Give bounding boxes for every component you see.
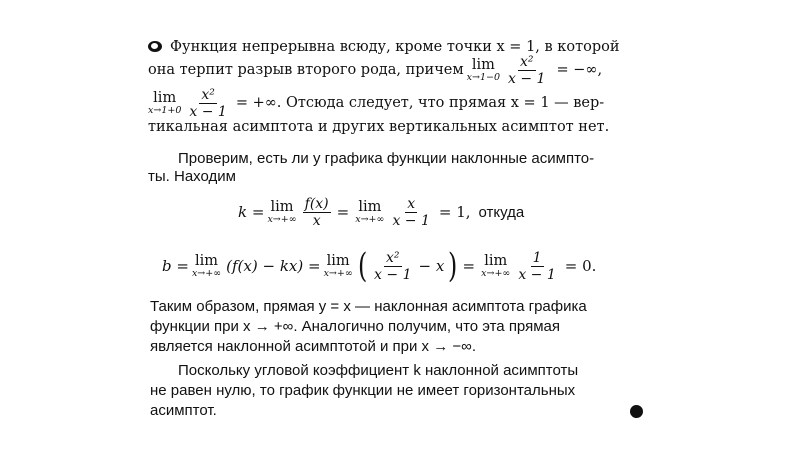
para3-line1: Таким образом, прямая y = x — наклонная асимптота графика: [150, 298, 587, 315]
equals-sign: =: [462, 257, 476, 275]
formula-b-limit: [192, 254, 221, 279]
formula-b-limit-3: [481, 254, 510, 279]
formula-b-expression: (f(x) − kx) =: [226, 257, 321, 275]
formula-b-lhs: b =: [162, 257, 189, 275]
lim-operator: lim: [484, 252, 508, 269]
formula-k-tail: откуда: [478, 203, 525, 221]
para1-line1-text: Функция непрерывна всюду, кроме точки x = 1, в которой: [170, 39, 620, 55]
fraction-x2-over-x-1: [187, 87, 228, 120]
formula-k-result: = 1,: [438, 203, 471, 221]
fraction-x-over-x-1: [390, 196, 431, 229]
lim-operator: lim: [153, 89, 177, 106]
lim-subscript: x→+∞: [191, 267, 222, 279]
lim-operator: lim: [195, 252, 219, 269]
lim-subscript: x→+∞: [481, 267, 511, 279]
fraction-denominator: x − 1: [189, 103, 227, 120]
fraction-denominator: x − 1: [518, 266, 556, 283]
fraction-denominator: x: [312, 212, 321, 229]
lim-operator: lim: [358, 198, 382, 215]
lim-subscript: x→+∞: [323, 267, 353, 279]
fraction-x2-over-x-1: [372, 250, 413, 283]
fraction-numerator: f(x): [304, 195, 329, 212]
left-limit-result: = −∞,: [556, 62, 603, 78]
fraction-fx-over-x: [303, 196, 331, 229]
lim-subscript: x→+∞: [267, 213, 297, 225]
para2-line1: Проверим, есть ли у графика функции наклонные асимпто-: [178, 150, 595, 167]
fraction-numerator: x²: [201, 86, 215, 103]
para1-line3: [148, 88, 658, 118]
left-paren: (: [357, 246, 368, 286]
limit-left: [467, 58, 500, 83]
formula-k-limit: [267, 200, 296, 225]
formula-b: [162, 244, 596, 288]
right-limit-result: = +∞. Отсюда следует, что прямая x = 1 — вер-: [235, 95, 605, 111]
equals-sign: =: [336, 203, 350, 221]
solution-end-marker-icon: [630, 405, 643, 418]
formula-b-limit-2: [324, 254, 353, 279]
para1-line1: [148, 38, 658, 56]
para4-line3: асимптот.: [150, 402, 217, 419]
lim-operator: lim: [326, 252, 350, 269]
para4-line2: не равен нулю, то график функции не имеет горизонтальных: [150, 382, 576, 399]
right-paren: ): [448, 246, 458, 286]
formula-k-lhs: k =: [238, 203, 265, 221]
fraction-numerator: x: [407, 195, 416, 212]
limit-right: [148, 91, 181, 116]
fraction-numerator: 1: [532, 249, 542, 266]
fraction-x2-over-x-1: [506, 54, 547, 87]
lim-subscript-left: x→1−0: [466, 71, 501, 83]
para4-line1: Поскольку угловой коэффициент k наклонной асимптоты: [178, 362, 579, 379]
lim-operator: lim: [270, 198, 294, 215]
para3-line3: является наклонной асимптотой и при x → −∞.: [150, 338, 477, 355]
para2-line2: ты. Находим: [148, 168, 236, 185]
fraction-denominator: x − 1: [392, 212, 430, 229]
para3-line2: функции при x → +∞. Аналогично получим, что эта прямая: [150, 318, 561, 335]
solution-start-marker-icon: [148, 41, 162, 52]
formula-b-result: = 0.: [564, 257, 597, 275]
lim-subscript-right: x→1+0: [148, 104, 182, 116]
para1-line2: [148, 53, 658, 87]
para1-line2-text: она терпит разрыв второго рода, причем: [148, 62, 464, 78]
lim-operator: lim: [471, 56, 495, 73]
fraction-numerator: x²: [519, 53, 534, 70]
para1-line4: тикальная асимптота и других вертикальных асимптот нет.: [148, 119, 610, 135]
fraction-denominator: x − 1: [374, 266, 412, 283]
minus-x: − x: [418, 257, 445, 275]
fraction-1-over-x-1: [516, 250, 557, 283]
fraction-denominator: x − 1: [508, 70, 546, 87]
lim-subscript: x→+∞: [355, 213, 385, 225]
formula-k-limit-2: [355, 200, 384, 225]
fraction-numerator: x²: [386, 249, 400, 266]
formula-k: [238, 192, 524, 232]
